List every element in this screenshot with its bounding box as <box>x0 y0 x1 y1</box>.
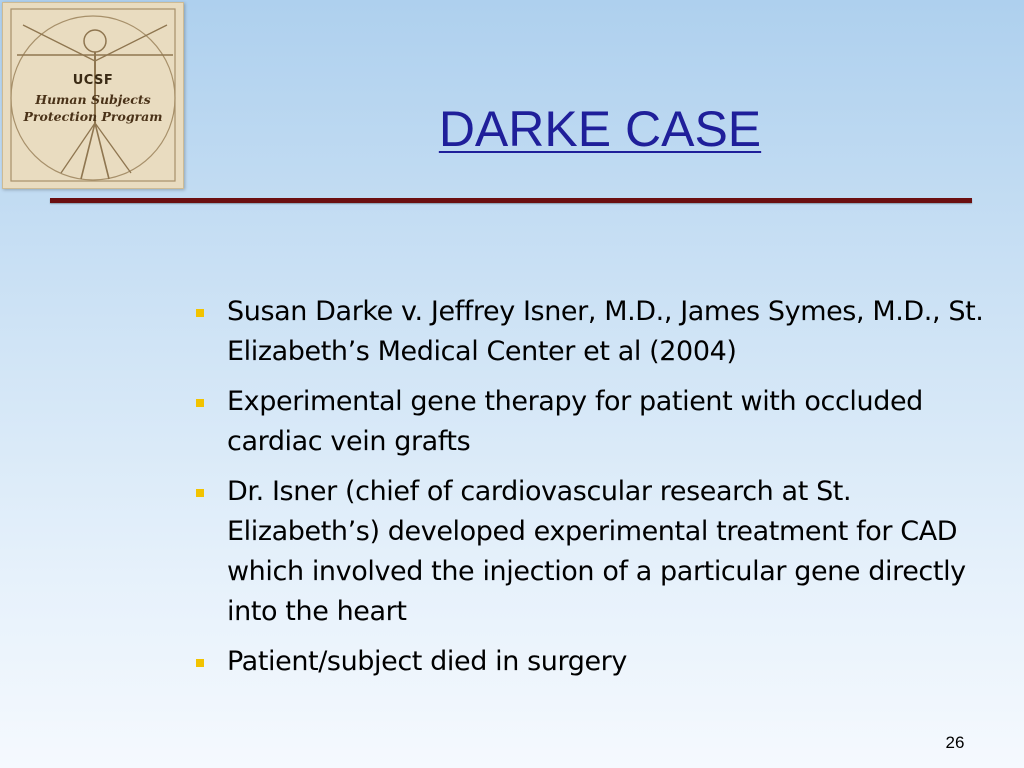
logo-line-1: Human Subjects <box>35 92 151 107</box>
square-bullet-icon <box>196 309 204 317</box>
title-divider <box>50 198 972 203</box>
slide-title: DARKE CASE <box>438 101 762 157</box>
bullet-item <box>196 382 996 462</box>
logo-line-2: Protection Program <box>23 109 163 124</box>
bullet-text: Susan Darke v. Jeffrey Isner, M.D., James Symes, M.D., St. Elizabeth’s Medical Center et al (2004) <box>227 296 984 367</box>
bullet-text: Dr. Isner (chief of cardiovascular research at St. Elizabeth’s) developed experimental treatment for CAD which involved the injection of a particular gene directly into the heart <box>227 476 966 627</box>
bullet-text: Patient/subject died in surgery <box>227 646 627 677</box>
bullet-item <box>196 472 996 632</box>
ucsf-hspp-logo <box>2 2 184 189</box>
square-bullet-icon <box>196 659 204 667</box>
page-number: 26 <box>945 733 965 752</box>
logo-ucsf-text: UCSF <box>72 73 114 88</box>
bullet-list <box>196 292 996 692</box>
bullet-item <box>196 292 996 372</box>
bullet-item <box>196 642 996 682</box>
square-bullet-icon <box>196 399 204 407</box>
square-bullet-icon <box>196 489 204 497</box>
bullet-text: Experimental gene therapy for patient with occluded cardiac vein grafts <box>227 386 923 457</box>
